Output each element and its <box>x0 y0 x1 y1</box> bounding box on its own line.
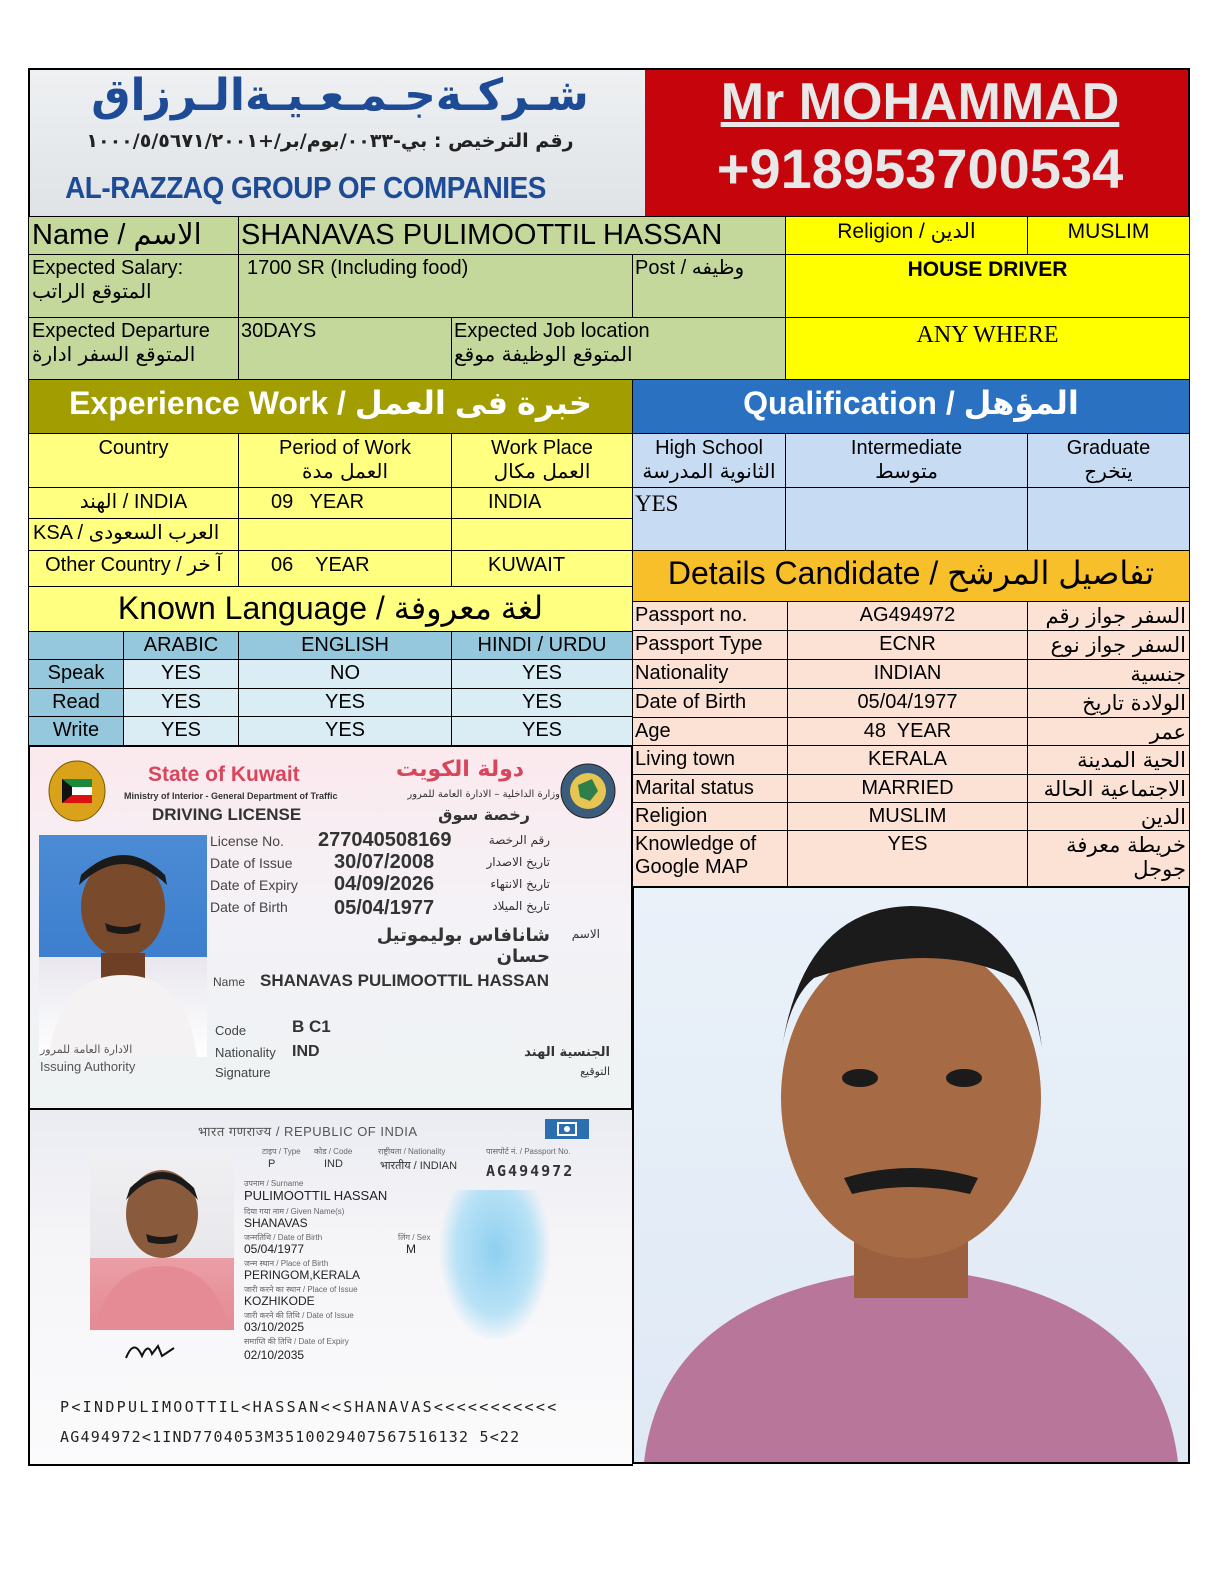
detail-value: 05/04/1977 <box>787 688 1028 718</box>
qual-col-high-school-ar: الثانوية المدرسة <box>642 459 776 483</box>
detail-label-ar: الدين <box>1027 802 1190 831</box>
license-nationality-label: Nationality <box>215 1045 276 1060</box>
passport-doi: 03/10/2025 <box>244 1320 305 1334</box>
exp-col-period <box>238 433 452 488</box>
license-issue-ar: تاريخ الاصدار <box>486 855 550 869</box>
lang-hindi-value: YES <box>451 716 633 746</box>
passport-doe: 02/10/2035 <box>244 1348 305 1362</box>
detail-value: YES <box>787 830 1028 887</box>
lang-hindi-value: YES <box>451 659 633 689</box>
license-code-label: Code <box>215 1023 247 1038</box>
agent-banner <box>645 70 1188 216</box>
passport-given-label: दिया गया नाम / Given Name(s) <box>244 1207 345 1216</box>
qual-graduate-value <box>1027 487 1190 551</box>
license-expiry: 04/09/2026 <box>334 873 435 895</box>
detail-label-ar: السفر جواز رقم <box>1027 601 1190 631</box>
license-signature-ar: التوقيع <box>580 1065 610 1078</box>
exp-row-country: الهند / INDIA <box>28 487 239 519</box>
passport-nationality-label: राष्ट्रीयता / Nationality <box>378 1147 446 1156</box>
exp-row-country: Other Country / آ خر <box>28 550 239 587</box>
salary-label-en: Expected Salary: <box>32 257 184 279</box>
detail-label-ar: عمر <box>1027 717 1190 746</box>
exp-col-place-en: Work Place <box>491 437 593 459</box>
lang-arabic-value: YES <box>123 688 239 717</box>
detail-value: 48 YEAR <box>787 717 1028 746</box>
detail-label-ar: خريطة معرفة جوجل <box>1027 830 1190 887</box>
passport-signature-icon <box>122 1334 178 1364</box>
post-value: HOUSE DRIVER <box>785 254 1190 318</box>
detail-label-ar: الاجتماعية الحالة <box>1027 774 1190 803</box>
license-doc-title: DRIVING LICENSE <box>152 805 302 824</box>
detail-label: Age <box>632 717 788 746</box>
job-location-label <box>451 317 786 380</box>
lang-english-value: NO <box>238 659 452 689</box>
qual-col-graduate <box>1027 433 1190 488</box>
license-name-ar: شانافاس بوليموتيل حسان <box>376 925 550 967</box>
company-logo-banner <box>30 70 645 216</box>
religion-value: MUSLIM <box>1027 216 1190 255</box>
passport-country: भारत गणराज्य / REPUBLIC OF INDIA <box>198 1124 418 1139</box>
name-label: Name / الاسم <box>28 216 239 255</box>
detail-value: ECNR <box>787 630 1028 660</box>
lang-hindi-value: YES <box>451 688 633 717</box>
passport-sex: M <box>406 1242 416 1256</box>
candidate-photo <box>632 886 1190 1464</box>
qual-col-high-school-en: High School <box>655 437 763 459</box>
job-location-value: ANY WHERE <box>785 317 1190 380</box>
passport-doi-label: जारी करने की तिथि / Date of Issue <box>244 1311 354 1320</box>
passport-sex-label: लिंग / Sex <box>398 1233 431 1242</box>
lang-arabic-value: YES <box>123 716 239 746</box>
agent-phone: +918953700534 <box>716 137 1124 200</box>
passport-poi: KOZHIKODE <box>244 1294 315 1308</box>
license-state-ar: دولة الكويت <box>395 757 525 782</box>
passport-mrz-line-2: AG494972<1IND7704053M3510029407567516132 5<22 <box>60 1428 521 1446</box>
qual-col-intermediate <box>785 433 1028 488</box>
license-expiry-label: Date of Expiry <box>210 877 298 893</box>
license-doc-title-ar: رخصة سوق <box>438 805 530 824</box>
lang-english-value: YES <box>238 688 452 717</box>
detail-value: AG494972 <box>787 601 1028 631</box>
passport-chip-icon <box>544 1118 590 1140</box>
job-location-label-en: Expected Job location <box>454 320 650 342</box>
language-title: Known Language / لغة معروفة <box>28 586 633 632</box>
passport-dob-label: जन्मतिथि / Date of Birth <box>244 1233 323 1242</box>
exp-row-period: 06 YEAR <box>238 550 452 587</box>
qual-high-school-value: YES <box>632 487 786 551</box>
lang-row-label: Read <box>28 688 124 717</box>
license-photo <box>39 835 207 1057</box>
license-ministry: Ministry of Interior - General Department of Traffic <box>124 791 338 801</box>
post-label: Post / وظيفه <box>632 254 786 318</box>
license-nationality: IND <box>292 1043 320 1060</box>
license-authority-ar: الادارة العامة للمرور <box>40 1043 133 1056</box>
qual-col-graduate-ar: يتخرج <box>1084 459 1133 483</box>
passport-code-label: कोड / Code <box>314 1147 353 1156</box>
exp-row-place <box>451 518 633 551</box>
qual-col-intermediate-en: Intermediate <box>850 437 963 459</box>
detail-label: Religion <box>632 802 788 831</box>
license-no-ar: رقم الرخصة <box>488 833 550 847</box>
lang-col-english: ENGLISH <box>238 631 452 660</box>
passport-type-label: टाइप / Type <box>262 1147 301 1156</box>
detail-label: Passport no. <box>632 601 788 631</box>
exp-row-period: 09 YEAR <box>238 487 452 519</box>
job-location-label-ar: المتوقع الوظيفة موقع <box>454 342 633 366</box>
detail-label-ar: الحية المدينة <box>1027 745 1190 775</box>
license-name-ar-label: الاسم <box>571 927 600 941</box>
salary-label <box>28 254 239 318</box>
passport-no-label: पासपोर्ट नं. / Passport No. <box>486 1147 571 1156</box>
detail-label-ar: جنسية <box>1027 659 1190 689</box>
license-issue: 30/07/2008 <box>334 851 435 873</box>
detail-label: Nationality <box>632 659 788 689</box>
salary-value: 1700 SR (Including food) <box>238 254 633 318</box>
lang-row-label: Write <box>28 716 124 746</box>
license-birth: 05/04/1977 <box>334 897 435 919</box>
license-no-label: License No. <box>210 833 284 849</box>
detail-label: Passport Type <box>632 630 788 660</box>
license-issue-label: Date of Issue <box>210 855 293 871</box>
exp-col-place-ar: العمل مكال <box>493 459 591 483</box>
detail-label: Marital status <box>632 774 788 803</box>
license-state: State of Kuwait <box>148 763 300 786</box>
license-birth-ar: تاريخ الميلاد <box>492 899 550 913</box>
passport-surname-label: उपनाम / Surname <box>244 1179 304 1188</box>
departure-label <box>28 317 239 380</box>
company-english-name: AL-RAZZAQ GROUP OF COMPANIES <box>65 170 546 205</box>
passport-poi-label: जारी करने का स्थान / Place of Issue <box>244 1285 358 1294</box>
license-nationality-ar: الجنسية الهند <box>524 1045 610 1060</box>
license-code: B C1 <box>292 1017 331 1036</box>
license-expiry-ar: تاريخ الانتهاء <box>490 877 550 891</box>
salary-label-ar: المتوقع الراتب <box>32 279 152 303</box>
passport-page <box>28 1110 633 1466</box>
exp-row-place: KUWAIT <box>451 550 633 587</box>
detail-value: MUSLIM <box>787 802 1028 831</box>
license-line: رقم الترخيص : بي-٠٠٣٣/بوم/بر/+١٠٠٠/٥/٥٦٧١/٢٠٠١ <box>86 130 574 152</box>
detail-value: KERALA <box>787 745 1028 775</box>
detail-label-ar: الولادة تاريخ <box>1027 688 1190 718</box>
passport-type: P <box>268 1158 276 1170</box>
lang-col-arabic: ARABIC <box>123 631 239 660</box>
departure-value: 30DAYS <box>238 317 452 380</box>
detail-value: MARRIED <box>787 774 1028 803</box>
exp-row-country: KSA / العرب السعودى <box>28 518 239 551</box>
passport-surname: PULIMOOTTIL HASSAN <box>244 1188 388 1203</box>
lang-col-hindi: HINDI / URDU <box>451 631 633 660</box>
license-authority: Issuing Authority <box>40 1059 136 1074</box>
qual-col-high-school <box>632 433 786 488</box>
exp-row-period <box>238 518 452 551</box>
exp-col-period-ar: العمل مدة <box>301 459 389 483</box>
lang-arabic-value: YES <box>123 659 239 689</box>
license-face-icon <box>39 835 207 1057</box>
detail-label: Date of Birth <box>632 688 788 718</box>
kuwait-emblem-icon <box>44 757 110 825</box>
detail-value: INDIAN <box>787 659 1028 689</box>
passport-ghost-photo <box>440 1190 550 1340</box>
name-value: SHANAVAS PULIMOOTTIL HASSAN <box>238 216 786 255</box>
departure-label-en: Expected Departure <box>32 320 210 342</box>
agent-name: Mr MOHAMMAD <box>720 73 1120 131</box>
gcc-emblem-icon <box>558 761 618 821</box>
lang-row-label: Speak <box>28 659 124 689</box>
detail-label: Living town <box>632 745 788 775</box>
passport-doe-label: समाप्ति की तिथि / Date of Expiry <box>244 1337 349 1346</box>
license-no: 277040508169 <box>318 829 452 851</box>
license-ministry-ar: وزارة الداخلية – الادارة العامة للمرور <box>407 789 560 800</box>
license-birth-label: Date of Birth <box>210 899 288 915</box>
passport-mrz-line-1: P<INDPULIMOOTTIL<HASSAN<<SHANAVAS<<<<<<<<<<< <box>60 1398 559 1416</box>
driving-license-card <box>28 745 633 1110</box>
qual-col-intermediate-ar: متوسط <box>875 459 938 483</box>
candidate-portrait-icon <box>634 888 1188 1462</box>
exp-col-country: Country <box>28 433 239 488</box>
qual-col-graduate-en: Graduate <box>1066 437 1151 459</box>
exp-col-period-en: Period of Work <box>279 437 411 459</box>
license-name: SHANAVAS PULIMOOTTIL HASSAN <box>260 971 550 990</box>
passport-nationality: भारतीय / INDIAN <box>380 1160 458 1172</box>
detail-label-ar: السفر جواز نوع <box>1027 630 1190 660</box>
passport-photo <box>90 1150 234 1330</box>
exp-row-place: INDIA <box>451 487 633 519</box>
passport-pob-label: जन्म स्थान / Place of Birth <box>244 1259 329 1268</box>
religion-label: Religion / الدين <box>785 216 1028 255</box>
license-signature-label: Signature <box>215 1065 271 1080</box>
lang-corner <box>28 631 124 660</box>
experience-title: Experience Work / خبرة فى العمل <box>28 379 633 434</box>
passport-pob: PERINGOM,KERALA <box>244 1268 361 1282</box>
departure-label-ar: المتوقع السفر ادارة <box>32 342 196 366</box>
details-title: Details Candidate / تفاصيل المرشح <box>632 550 1190 602</box>
exp-col-place <box>451 433 633 488</box>
passport-no: AG494972 <box>486 1162 575 1180</box>
license-name-label: Name <box>213 975 246 989</box>
detail-label: Knowledge of Google MAP <box>632 830 788 887</box>
qual-intermediate-value <box>785 487 1028 551</box>
lang-english-value: YES <box>238 716 452 746</box>
qualification-title: Qualification / المؤهل <box>632 379 1190 434</box>
passport-dob: 05/04/1977 <box>244 1242 305 1256</box>
passport-face-icon <box>90 1150 234 1330</box>
passport-code: IND <box>324 1158 343 1170</box>
passport-given: SHANAVAS <box>244 1216 308 1230</box>
company-arabic-name: شـركـةجـمـعـيـةالـرزاق <box>91 70 589 121</box>
